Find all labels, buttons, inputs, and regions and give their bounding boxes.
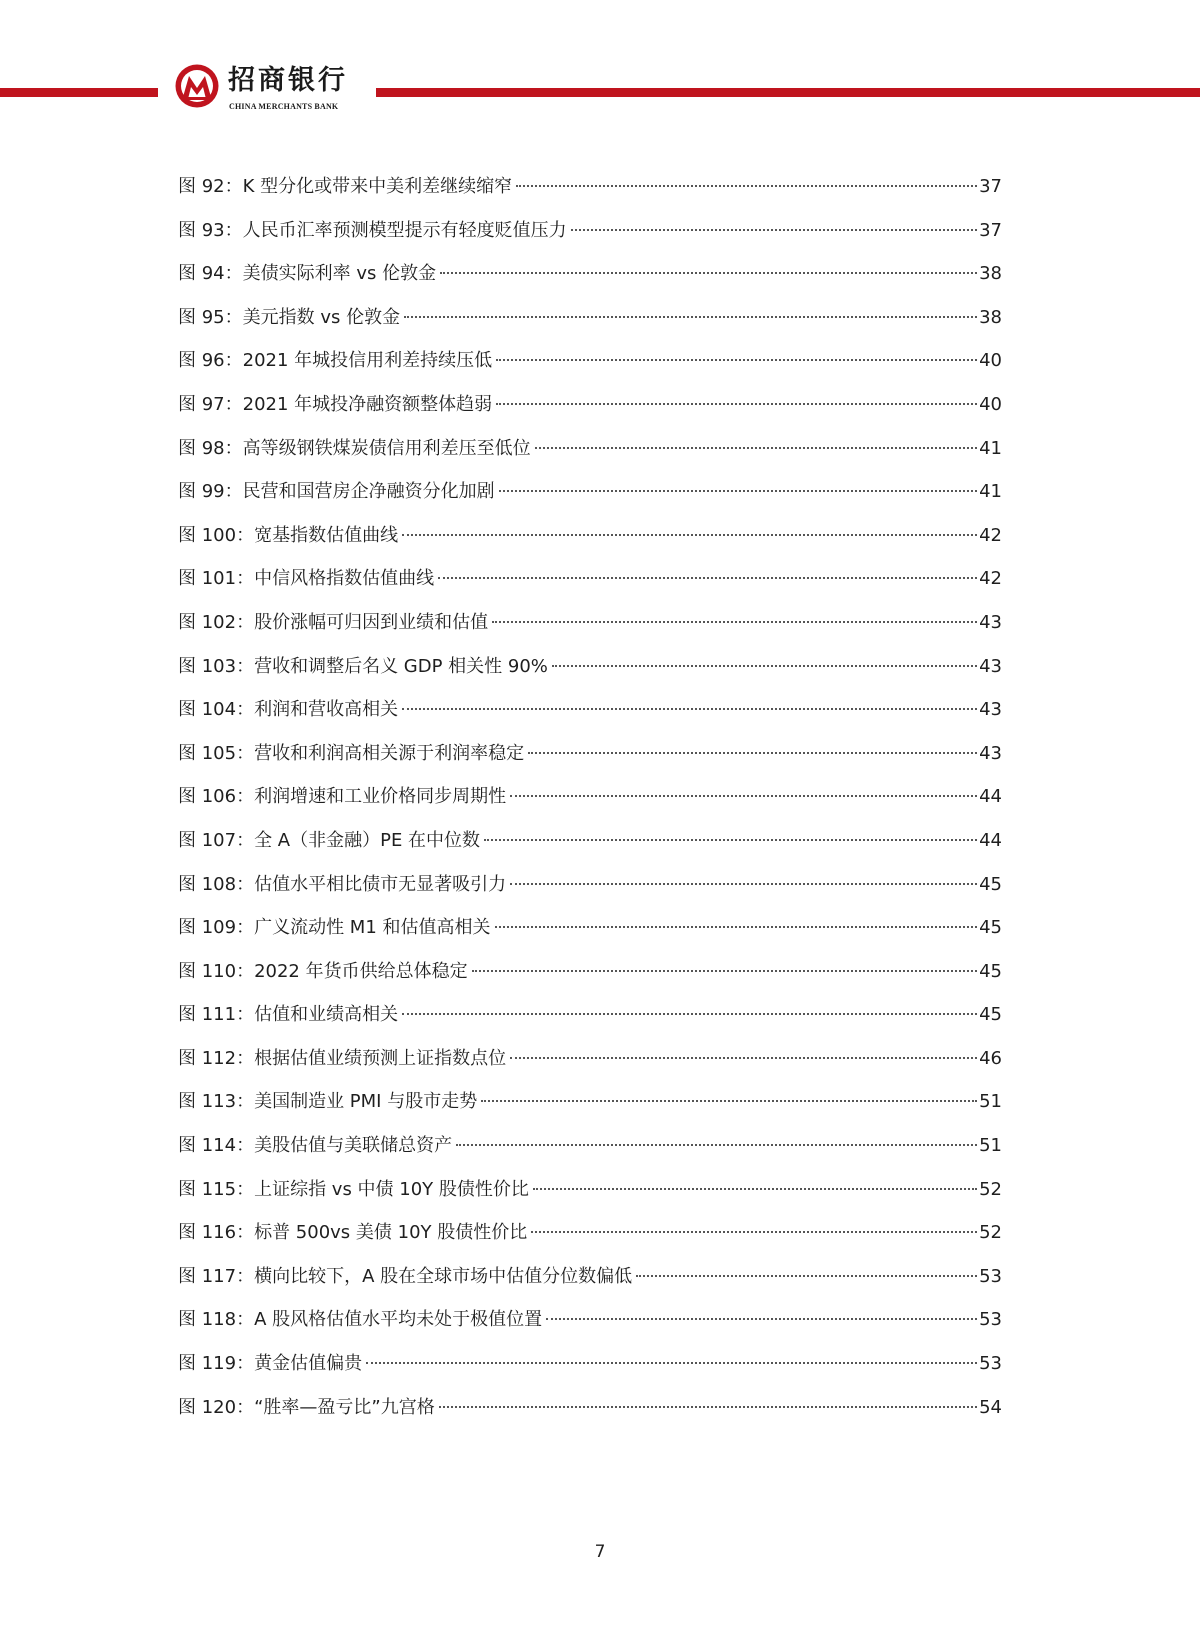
toc-dot-leader: [439, 1406, 977, 1408]
toc-dot-leader: [440, 272, 977, 274]
toc-entry-title: 广义流动性 M1 和估值高相关: [254, 917, 491, 939]
toc-entry-page: 43: [979, 611, 1002, 633]
toc-entry-title: 2021 年城投净融资额整体趋弱: [242, 393, 493, 415]
toc-entry-page: 43: [979, 699, 1002, 721]
toc-entry-title: 标普 500vs 美债 10Y 股债性价比: [254, 1222, 528, 1244]
toc-entry-page: 53: [979, 1309, 1002, 1331]
toc-entry-title: 高等级钢铁煤炭债信用利差压至低位: [242, 437, 531, 459]
toc-entry-page: 53: [979, 1265, 1002, 1287]
toc-dot-leader: [472, 970, 977, 972]
toc-entry-label: 图 109：: [178, 917, 255, 939]
toc-entry-page: 45: [979, 1004, 1002, 1026]
toc-entry-label: 图 96：: [178, 350, 243, 372]
toc-entry-title: 股价涨幅可归因到业绩和估值: [254, 611, 489, 633]
bank-logo: [174, 63, 370, 118]
toc-dot-leader: [510, 883, 977, 885]
toc-entry-title: 中信风格指数估值曲线: [254, 568, 435, 590]
toc-entry-title: 全 A（非金融）PE 在中位数: [254, 829, 481, 851]
toc-entry-title: 估值和业绩高相关: [254, 1004, 399, 1026]
toc-entry-label: 图 102：: [178, 611, 255, 633]
toc-dot-leader: [402, 708, 977, 710]
toc-entry[interactable]: [178, 296, 1002, 340]
toc-entry-title: 美元指数 vs 伦敦金: [242, 306, 401, 328]
toc-dot-leader: [402, 534, 977, 536]
toc-entry-title: 美股估值与美联储总资产: [254, 1135, 453, 1157]
toc-entry-label: 图 111：: [178, 1004, 255, 1026]
toc-entry-page: 40: [979, 350, 1002, 372]
toc-dot-leader: [535, 447, 977, 449]
toc-entry[interactable]: [178, 1211, 1002, 1255]
toc-entry[interactable]: [178, 1037, 1002, 1081]
header-rule-left: [0, 88, 158, 97]
toc-entry-page: 37: [979, 176, 1002, 197]
toc-entry-label: 图 119：: [178, 1353, 255, 1375]
toc-entry-title: 2021 年城投信用利差持续压低: [242, 350, 493, 372]
toc-entry[interactable]: [178, 1168, 1002, 1212]
toc-entry[interactable]: [178, 470, 1002, 514]
figure-index-list: [178, 165, 1002, 1429]
toc-entry-title: 2022 年货币供给总体稳定: [254, 960, 468, 982]
toc-entry-label: 图 100：: [178, 524, 255, 546]
toc-dot-leader: [552, 665, 977, 667]
toc-dot-leader: [571, 229, 977, 231]
toc-entry[interactable]: [178, 252, 1002, 296]
toc-entry-label: 图 97：: [178, 393, 243, 415]
toc-entry-label: 图 113：: [178, 1091, 255, 1113]
toc-entry-page: 45: [979, 873, 1002, 895]
toc-entry[interactable]: [178, 645, 1002, 689]
toc-entry-page: 46: [979, 1047, 1002, 1069]
toc-entry[interactable]: [178, 165, 1002, 209]
toc-entry-title: 宽基指数估值曲线: [254, 524, 399, 546]
toc-dot-leader: [533, 1188, 977, 1190]
toc-entry-title: 营收和利润高相关源于利润率稳定: [254, 742, 525, 764]
toc-entry[interactable]: [178, 601, 1002, 645]
toc-entry-title: 美国制造业 PMI 与股市走势: [254, 1091, 478, 1113]
toc-entry-label: 图 98：: [178, 437, 243, 459]
toc-entry[interactable]: [178, 775, 1002, 819]
toc-entry-title: 黄金估值偏贵: [254, 1353, 363, 1375]
toc-entry-page: 43: [979, 655, 1002, 677]
toc-entry-label: 图 114：: [178, 1135, 255, 1157]
toc-entry-label: 图 105：: [178, 742, 255, 764]
toc-entry-title: 利润增速和工业价格同步周期性: [254, 786, 507, 808]
toc-dot-leader: [402, 1013, 977, 1015]
toc-entry-label: 图 94：: [178, 263, 243, 285]
toc-entry-page: 38: [979, 306, 1002, 328]
toc-dot-leader: [495, 926, 978, 928]
toc-entry-label: 图 104：: [178, 699, 255, 721]
toc-dot-leader: [484, 839, 977, 841]
toc-entry[interactable]: [178, 1255, 1002, 1299]
toc-entry[interactable]: [178, 383, 1002, 427]
toc-entry-page: 42: [979, 524, 1002, 546]
toc-entry-title: 美债实际利率 vs 伦敦金: [242, 263, 437, 285]
header-rule-right: [376, 88, 1200, 97]
toc-entry-title: 人民币汇率预测模型提示有轻度贬值压力: [242, 219, 567, 241]
toc-entry-page: 51: [979, 1135, 1002, 1157]
toc-dot-leader: [516, 185, 977, 187]
toc-dot-leader: [528, 752, 977, 754]
toc-entry-page: 41: [979, 481, 1002, 503]
toc-entry-label: 图 107：: [178, 829, 255, 851]
toc-entry-page: 44: [979, 786, 1002, 808]
toc-entry-page: 43: [979, 742, 1002, 764]
toc-entry[interactable]: [178, 906, 1002, 950]
toc-entry-label: 图 120：: [178, 1396, 255, 1418]
page-number: 7: [594, 1542, 606, 1562]
toc-entry-label: 图 117：: [178, 1265, 255, 1287]
toc-entry-page: 38: [979, 263, 1002, 285]
toc-dot-leader: [404, 316, 977, 318]
toc-entry[interactable]: [178, 209, 1002, 253]
toc-entry[interactable]: [178, 993, 1002, 1037]
toc-entry[interactable]: [178, 1342, 1002, 1386]
toc-entry[interactable]: [178, 339, 1002, 383]
toc-dot-leader: [456, 1144, 977, 1146]
page-header: [0, 58, 1200, 118]
toc-dot-leader: [366, 1362, 977, 1364]
toc-dot-leader: [510, 1057, 977, 1059]
toc-dot-leader: [531, 1231, 977, 1233]
toc-dot-leader: [499, 490, 977, 492]
toc-entry-title: 民营和国营房企净融资分化加剧: [242, 481, 495, 503]
toc-dot-leader: [496, 359, 977, 361]
toc-dot-leader: [546, 1318, 977, 1320]
toc-entry[interactable]: [178, 514, 1002, 558]
toc-entry[interactable]: [178, 427, 1002, 471]
toc-entry-page: 53: [979, 1353, 1002, 1375]
toc-entry-label: 图 115：: [178, 1178, 255, 1200]
toc-dot-leader: [438, 577, 977, 579]
toc-entry-title: K 型分化或带来中美利差继续缩窄: [242, 176, 513, 197]
toc-entry-page: 54: [979, 1396, 1002, 1418]
toc-entry[interactable]: [178, 557, 1002, 601]
toc-entry-title: 根据估值业绩预测上证指数点位: [254, 1047, 507, 1069]
cmb-logo-icon: [174, 63, 220, 109]
toc-dot-leader: [481, 1100, 977, 1102]
toc-entry-title: 上证综指 vs 中债 10Y 股债性价比: [254, 1178, 529, 1200]
toc-entry-page: 44: [979, 829, 1002, 851]
toc-entry-page: 52: [979, 1178, 1002, 1200]
toc-entry-title: “胜率—盈亏比”九宫格: [254, 1396, 435, 1418]
toc-entry-page: 37: [979, 219, 1002, 241]
toc-entry[interactable]: [178, 950, 1002, 994]
toc-entry-label: 图 101：: [178, 568, 255, 590]
toc-entry[interactable]: [178, 1386, 1002, 1430]
toc-entry-page: 41: [979, 437, 1002, 459]
logo-chinese-name: 招商银行: [228, 65, 348, 96]
toc-entry-page: 51: [979, 1091, 1002, 1113]
toc-entry-label: 图 118：: [178, 1309, 255, 1331]
toc-entry-title: 利润和营收高相关: [254, 699, 399, 721]
toc-dot-leader: [492, 621, 977, 623]
toc-entry-title: 横向比较下，A 股在全球市场中估值分位数偏低: [254, 1265, 633, 1287]
toc-entry-title: 估值水平相比债市无显著吸引力: [254, 873, 507, 895]
toc-entry-label: 图 99：: [178, 481, 243, 503]
logo-english-name: CHINA MERCHANTS BANK: [229, 102, 339, 111]
toc-entry[interactable]: [178, 819, 1002, 863]
toc-dot-leader: [510, 795, 977, 797]
toc-entry[interactable]: [178, 732, 1002, 776]
toc-entry-label: 图 95：: [178, 306, 243, 328]
toc-entry-label: 图 110：: [178, 960, 255, 982]
toc-entry-label: 图 106：: [178, 786, 255, 808]
toc-entry-page: 42: [979, 568, 1002, 590]
toc-entry[interactable]: [178, 1080, 1002, 1124]
toc-entry-label: 图 93：: [178, 219, 243, 241]
toc-entry-page: 45: [979, 917, 1002, 939]
toc-entry-label: 图 103：: [178, 655, 255, 677]
toc-entry-label: 图 116：: [178, 1222, 255, 1244]
toc-entry-label: 图 92：: [178, 176, 243, 197]
toc-dot-leader: [496, 403, 977, 405]
toc-entry[interactable]: [178, 688, 1002, 732]
toc-entry-page: 40: [979, 393, 1002, 415]
toc-entry-title: 营收和调整后名义 GDP 相关性 90%: [254, 655, 548, 677]
toc-entry[interactable]: [178, 863, 1002, 907]
toc-entry-label: 图 112：: [178, 1047, 255, 1069]
toc-dot-leader: [636, 1275, 977, 1277]
toc-entry-page: 45: [979, 960, 1002, 982]
toc-entry-label: 图 108：: [178, 873, 255, 895]
toc-entry[interactable]: [178, 1124, 1002, 1168]
toc-entry-page: 52: [979, 1222, 1002, 1244]
toc-entry-title: A 股风格估值水平均未处于极值位置: [254, 1309, 543, 1331]
toc-entry[interactable]: [178, 1298, 1002, 1342]
